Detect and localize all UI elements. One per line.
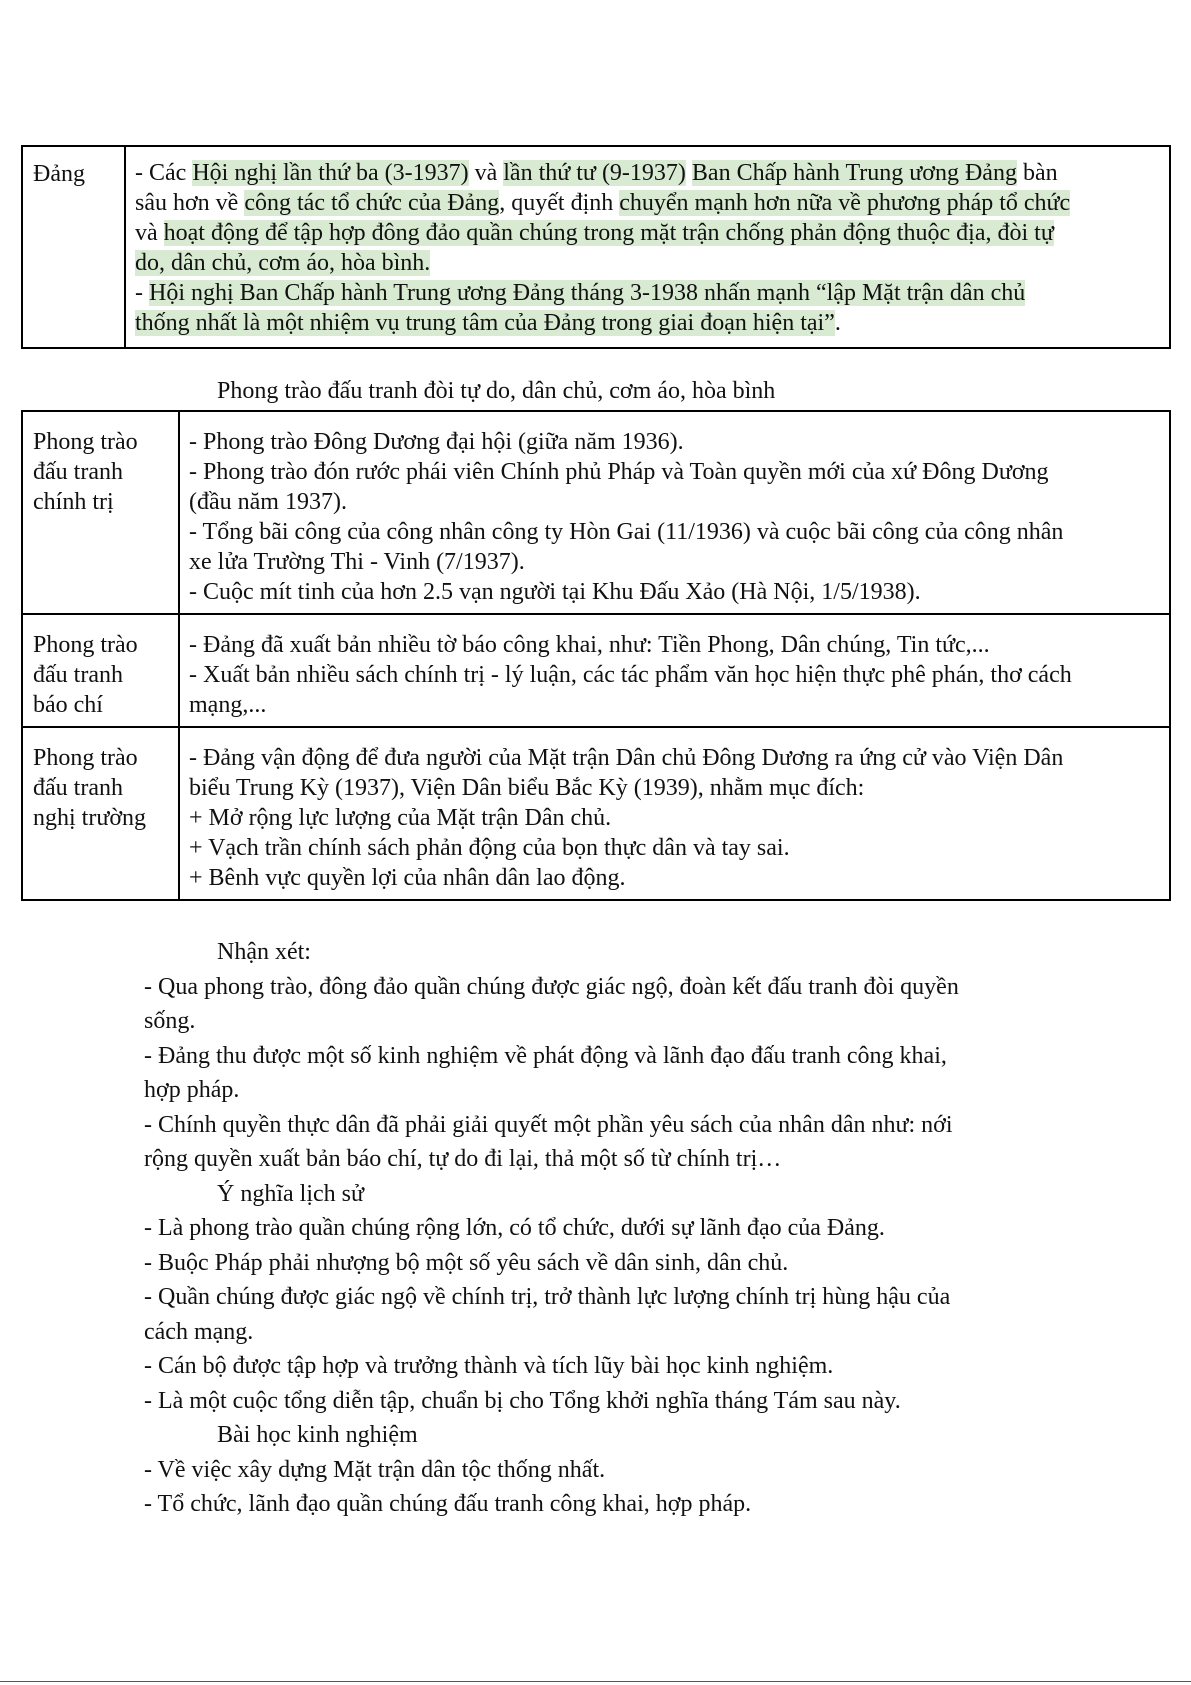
movement-line: + Vạch trần chính sách phản động của bọn thực dân và tay sai.: [189, 835, 790, 861]
movement-label-line: báo chí: [33, 692, 103, 718]
section-line: - Là một cuộc tổng diễn tập, chuẩn bị cho Tổng khởi nghĩa tháng Tám sau này.: [144, 1387, 901, 1414]
movement-line: - Phong trào Đông Dương đại hội (giữa năm 1936).: [189, 429, 684, 455]
party-line: [135, 158, 1159, 188]
page-bottom-rule: [0, 1681, 1191, 1682]
party-content: [125, 146, 1170, 348]
party-line: [135, 188, 1159, 218]
movement-label: [22, 411, 179, 614]
movement-line: - Tổng bãi công của công nhân công ty Hòn Gai (11/1936) và cuộc bãi công của công nhân: [189, 519, 1064, 545]
notes-sections: [144, 935, 1044, 1522]
section-line: - Chính quyền thực dân đã phải giải quyết một phần yêu sách của nhân dân như: nới: [144, 1111, 953, 1138]
text-segment: và: [135, 220, 164, 246]
text-segment: bàn: [1016, 160, 1058, 186]
section-heading: Ý nghĩa lịch sử: [217, 1180, 364, 1207]
highlighted-text: Ban Chấp hành Trung ương Đảng: [691, 160, 1017, 186]
movement-label-line: chính trị: [33, 489, 114, 515]
highlighted-text: Hội nghị Ban Chấp hành Trung ương Đảng tháng 3-1938 nhấn mạnh “lập Mặt trận dân chủ: [149, 280, 1026, 306]
section-line: - Cán bộ được tập hợp và trưởng thành và tích lũy bài học kinh nghiệm.: [144, 1353, 834, 1379]
highlighted-text: thống nhất là một nhiệm vụ trung tâm của Đảng trong giai đoạn hiện tại”: [135, 310, 835, 336]
movement-line: mạng,...: [189, 692, 267, 718]
movements-caption: Phong trào đấu tranh đòi tự do, dân chủ, cơm áo, hòa bình: [217, 378, 776, 404]
movement-line: - Đảng vận động để đưa người của Mặt trận Dân chủ Đông Dương ra ứng cử vào Viện Dân: [189, 745, 1064, 771]
movement-label-line: Phong trào: [33, 632, 138, 658]
party-line: [135, 248, 1159, 278]
movement-line: + Bênh vực quyền lợi của nhân dân lao động.: [189, 865, 626, 891]
section-line: cách mạng.: [144, 1318, 254, 1345]
movement-label: [22, 727, 179, 900]
highlighted-text: chuyển mạnh hơn nữa về phương pháp tổ chức: [619, 190, 1071, 216]
party-label: Đảng: [22, 146, 125, 348]
movement-label-line: nghị trường: [33, 805, 147, 831]
party-row: [22, 146, 1170, 348]
section-line: sống.: [144, 1008, 196, 1034]
movement-line: - Cuộc mít tinh của hơn 2.5 vạn người tại Khu Đấu Xảo (Hà Nội, 1/5/1938).: [189, 579, 921, 605]
movement-line: (đầu năm 1937).: [189, 489, 347, 515]
movement-label-line: Phong trào: [33, 429, 138, 455]
section-line: - Tổ chức, lãnh đạo quần chúng đấu tranh công khai, hợp pháp.: [144, 1491, 752, 1517]
party-line: [135, 278, 1159, 308]
movement-row: [22, 614, 1170, 727]
highlighted-text: công tác tổ chức của Đảng: [244, 190, 500, 216]
highlighted-text: hoạt động để tập hợp đông đảo quần chúng trong mặt trận chống phản động thuộc địa, đòi tự: [163, 220, 1054, 246]
highlighted-text: Hội nghị lần thứ ba (3-1937): [192, 160, 469, 186]
movement-label-line: đấu tranh: [33, 662, 123, 688]
movement-label-line: đấu tranh: [33, 459, 123, 485]
highlighted-text: lần thứ tư (9-1937): [503, 160, 686, 186]
movement-content: [179, 411, 1170, 614]
section-line: hợp pháp.: [144, 1077, 240, 1103]
movements-table: [21, 410, 1171, 901]
text-segment: và: [468, 160, 504, 186]
movement-content: [179, 727, 1170, 900]
movement-label-line: đấu tranh: [33, 775, 123, 801]
section-line: - Là phong trào quần chúng rộng lớn, có tổ chức, dưới sự lãnh đạo của Đảng.: [144, 1215, 885, 1241]
movement-label: [22, 614, 179, 727]
movement-label-line: Phong trào: [33, 745, 138, 771]
party-table: [21, 145, 1171, 349]
text-segment: - Các: [135, 160, 193, 186]
movement-content: [179, 614, 1170, 727]
highlighted-text: do, dân chủ, cơm áo, hòa bình.: [135, 250, 431, 276]
movement-line: - Xuất bản nhiều sách chính trị - lý luận, các tác phẩm văn học hiện thực phê phán, thơ cách: [189, 662, 1072, 688]
movement-line: xe lửa Trường Thi - Vinh (7/1937).: [189, 549, 525, 575]
party-line: [135, 308, 1159, 338]
movement-row: [22, 411, 1170, 614]
section-line: - Qua phong trào, đông đảo quần chúng được giác ngộ, đoàn kết đấu tranh đòi quyền: [144, 973, 959, 1000]
movement-line: - Đảng đã xuất bản nhiều tờ báo công khai, như: Tiền Phong, Dân chúng, Tin tức,...: [189, 632, 990, 658]
section-line: - Đảng thu được một số kinh nghiệm về phát động và lãnh đạo đấu tranh công khai,: [144, 1042, 947, 1069]
text-segment: .: [834, 310, 841, 336]
section-line: - Buộc Pháp phải nhượng bộ một số yêu sách về dân sinh, dân chủ.: [144, 1249, 789, 1276]
party-line: [135, 218, 1159, 248]
section-heading: Bài học kinh nghiệm: [217, 1422, 418, 1448]
movement-line: biểu Trung Kỳ (1937), Viện Dân biểu Bắc Kỳ (1939), nhằm mục đích:: [189, 775, 865, 801]
section-heading: Nhận xét:: [217, 939, 311, 965]
movement-row: [22, 727, 1170, 900]
section-line: - Về việc xây dựng Mặt trận dân tộc thống nhất.: [144, 1456, 606, 1483]
text-segment: , quyết định: [499, 190, 620, 216]
section-line: rộng quyền xuất bản báo chí, tự do đi lại, thả một số từ chính trị…: [144, 1146, 782, 1172]
text-segment: -: [135, 280, 149, 306]
movement-line: - Phong trào đón rước phái viên Chính phủ Pháp và Toàn quyền mới của xứ Đông Dương: [189, 459, 1049, 485]
section-line: - Quần chúng được giác ngộ về chính trị, trở thành lực lượng chính trị hùng hậu của: [144, 1284, 951, 1310]
text-segment: sâu hơn về: [135, 190, 245, 216]
movement-line: + Mở rộng lực lượng của Mặt trận Dân chủ.: [189, 805, 612, 831]
party-lines: [135, 158, 1159, 338]
